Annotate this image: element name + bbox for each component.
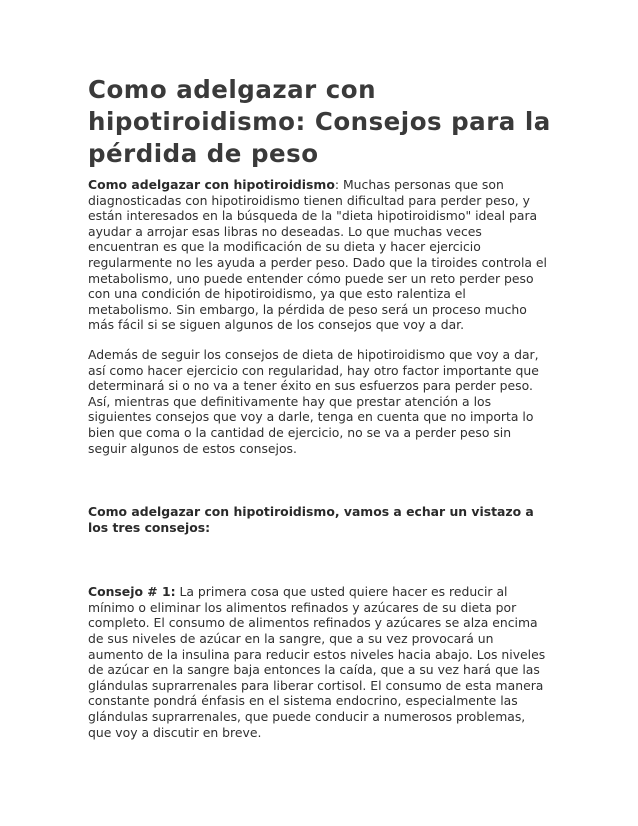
section-subheading: Como adelgazar con hipotiroidismo, vamos a echar un vistazo a los tres consejos: [88, 504, 534, 535]
document-page [88, 74, 552, 740]
tip-1-label: Consejo # 1: [88, 584, 176, 600]
tip-1-text: La primera cosa que usted quiere hacer es reducir al mínimo o eliminar los alimentos refinados y azúcares de su dieta por completo. El consumo de alimentos refinados y azúcares se alza encima de sus niveles de azúcar en la sangre, que a su vez provocará un aumento de la insulina para reducir estos niveles hacia abajo. Los niveles de azúcar en la sangre baja entonces la caída, que a su vez hará que las glándulas suprarrenales para liberar cortisol. El consumo de esta manera constante pondrá énfasis en el sistema endocrino, especialmente las glándulas suprarrenales, que puede conducir a numerosos problemas, que voy a discutir en breve. [88, 584, 546, 740]
intro-lead-bold: Como adelgazar con hipotiroidismo [88, 177, 335, 192]
intro-text: : Muchas personas que son diagnosticadas con hipotiroidismo tienen dificultad para perder peso, y están interesados en la búsqueda de la "dieta hipotiroidismo" ideal para ayudar a arrojar esas libras no deseadas. Lo que muchas veces encuentran es que la modificación de su dieta y hacer ejercicio regularmente no les ayuda a perder peso. Dado que la tiroides controla el metabolismo, uno puede entender cómo puede ser un reto perder peso con una condición de hipotiroidismo, ya que esto ralentiza el metabolismo. Sin embargo, la pérdida de peso será un proceso mucho más fácil si se siguen algunos de los consejos que voy a dar. [88, 177, 547, 333]
body-paragraph-2: Además de seguir los consejos de dieta de hipotiroidismo que voy a dar, así como hacer ejercicio con regularidad, hay otro factor importante que determinará si o no va a tener éxito en sus esfuerzos para perder peso. Así, mientras que definitivamente hay que prestar atención a los siguientes consejos que voy a darle, tenga en cuenta que no importa lo bien que coma o la cantidad de ejercicio, no se va a perder peso sin seguir algunos de estos consejos. [88, 346, 539, 456]
intro-paragraph [88, 177, 552, 333]
tip-1-paragraph [88, 584, 552, 740]
page-title: Como adelgazar con hipotiroidismo: Consejos para la pérdida de peso [88, 75, 551, 168]
